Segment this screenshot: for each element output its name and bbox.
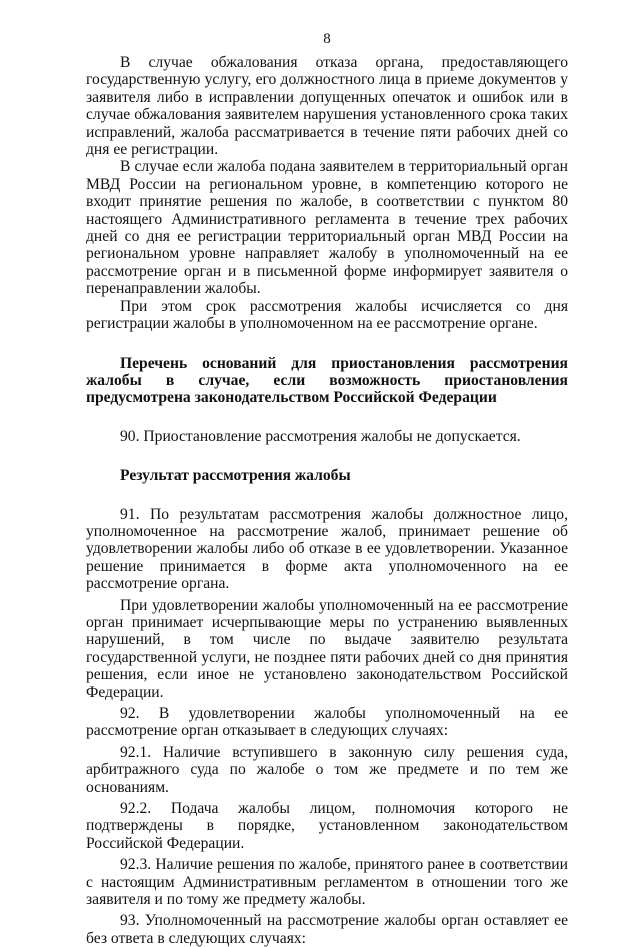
paragraph-satisfaction: При удовлетворении жалобы уполномоченный на ее рассмотрение орган принимает исчерпывающие меры по устранению выявленных нарушений, в том числе по выдаче заявителю результата государственной услуги, не позднее пяти рабочих дней со дня принятия решения, если иное не установлено законодательством Российской Федерации. [86,596,568,701]
paragraph-territorial-organ: В случае если жалоба подана заявителем в территориальный орган МВД России на региональном уровне, в компетенцию которого не входит принятие решения по жалобе, в соответствии с пунктом 80 настоящего Административного регламента в течение трех рабочих дней со дня ее регистрации территориальный орган МВД России на региональном уровне направляет жалобу в уполномоченный на ее рассмотрение орган и в письменной форме информирует заявителя о перенаправлении жалобы. [86,158,568,298]
paragraph-appeal-refusal: В случае обжалования отказа органа, предоставляющего государственную услугу, его должностного лица в приеме документов у заявителя либо в исправлении допущенных опечаток и ошибок или в случае обжалования заявителем нарушения установленного срока таких исправлений, жалоба рассматривается в течение пяти рабочих дней со дня ее регистрации. [86,54,568,159]
paragraph-91: 91. По результатам рассмотрения жалобы должностное лицо, уполномоченное на рассмотрение жалоб, принимает решение об удовлетворении жалобы либо об отказе в ее удовлетворении. Указанное решение принимается в форме акта уполномоченного на ее рассмотрение органа. [86,505,568,593]
paragraph-92-1: 92.1. Наличие вступившего в законную силу решения суда, арбитражного суда по жалобе о том же предмете и по тем же основаниям. [86,743,568,796]
paragraph-90: 90. Приостановление рассмотрения жалобы не допускается. [120,427,521,445]
section-heading-result: Результат рассмотрения жалобы [120,467,351,485]
section-heading-suspension: Перечень оснований для приостановления рассмотрения жалобы в случае, если возможность приостановления предусмотрена законодательством Российской Федерации [86,354,568,407]
paragraph-term-calculation: При этом срок рассмотрения жалобы исчисляется со дня регистрации жалобы в уполномоченном на ее рассмотрение органе. [86,297,568,333]
paragraph-92: 92. В удовлетворении жалобы уполномоченный на ее рассмотрение орган отказывает в следующих случаях: [86,705,568,740]
paragraph-92-2: 92.2. Подача жалобы лицом, полномочия которого не подтверждены в порядке, установленном законодательством Российской Федерации. [86,800,568,852]
paragraph-93: 93. Уполномоченный на рассмотрение жалобы орган оставляет ее без ответа в следующих случаях: [86,912,568,947]
page-number: 8 [323,31,331,47]
paragraph-92-3: 92.3. Наличие решения по жалобе, принятого ранее в соответствии с настоящим Административным регламентом в отношении того же заявителя и по тому же предмету жалобы. [86,856,568,909]
